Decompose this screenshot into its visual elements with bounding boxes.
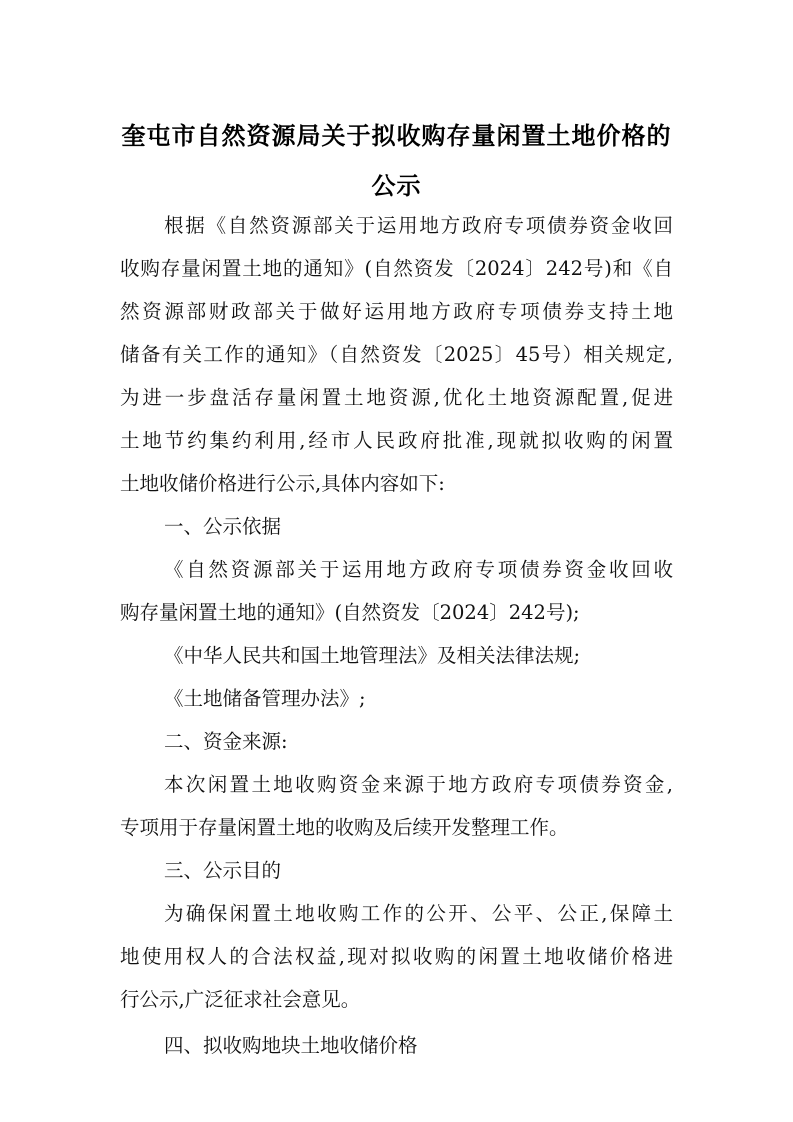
section-1-line-2: 购存量闲置土地的通知》(自然资发〔2024〕242号); — [120, 601, 580, 624]
section-2-heading: 二、资金来源: — [164, 730, 288, 753]
intro-paragraph-line-3: 然资源部财政部关于做好运用地方政府专项债券支持土地 — [120, 300, 673, 323]
section-3-line-2: 地使用权人的合法权益,现对拟收购的闲置土地收储价格进 — [120, 945, 673, 968]
section-1-line-4: 《土地储备管理办法》; — [164, 687, 366, 710]
document-title-line-1: 奎屯市自然资源局关于拟收购存量闲置土地价格的 — [121, 122, 672, 150]
intro-paragraph-line-1: 根据《自然资源部关于运用地方政府专项债券资金收回 — [164, 214, 673, 237]
section-1-line-1: 《自然资源部关于运用地方政府专项债券资金收回收 — [164, 558, 673, 581]
section-3-line-1: 为确保闲置土地收购工作的公开、公平、公正,保障土 — [164, 902, 673, 925]
section-3-heading: 三、公示目的 — [164, 859, 282, 882]
intro-paragraph-line-5: 为进一步盘活存量闲置土地资源,优化土地资源配置,促进 — [120, 386, 673, 409]
section-2-line-1: 本次闲置土地收购资金来源于地方政府专项债券资金, — [164, 773, 673, 796]
section-2-line-2: 专项用于存量闲置土地的收购及后续开发整理工作。 — [120, 816, 569, 839]
intro-paragraph-line-4: 储备有关工作的通知》（自然资发〔2025〕45号）相关规定, — [120, 343, 673, 366]
section-3-line-3: 行公示,广泛征求社会意见。 — [120, 988, 361, 1011]
section-1-line-3: 《中华人民共和国土地管理法》及相关法律法规; — [164, 644, 581, 667]
section-1-heading: 一、公示依据 — [164, 515, 282, 538]
document-title-line-2: 公示 — [371, 172, 422, 200]
intro-paragraph-line-2: 收购存量闲置土地的通知》(自然资发〔2024〕242号)和《自 — [120, 257, 673, 280]
section-4-heading: 四、拟收购地块土地收储价格 — [164, 1034, 418, 1057]
intro-paragraph-line-6: 土地节约集约利用,经市人民政府批准,现就拟收购的闲置 — [120, 429, 673, 452]
intro-paragraph-line-7: 土地收储价格进行公示,具体内容如下: — [120, 472, 445, 495]
